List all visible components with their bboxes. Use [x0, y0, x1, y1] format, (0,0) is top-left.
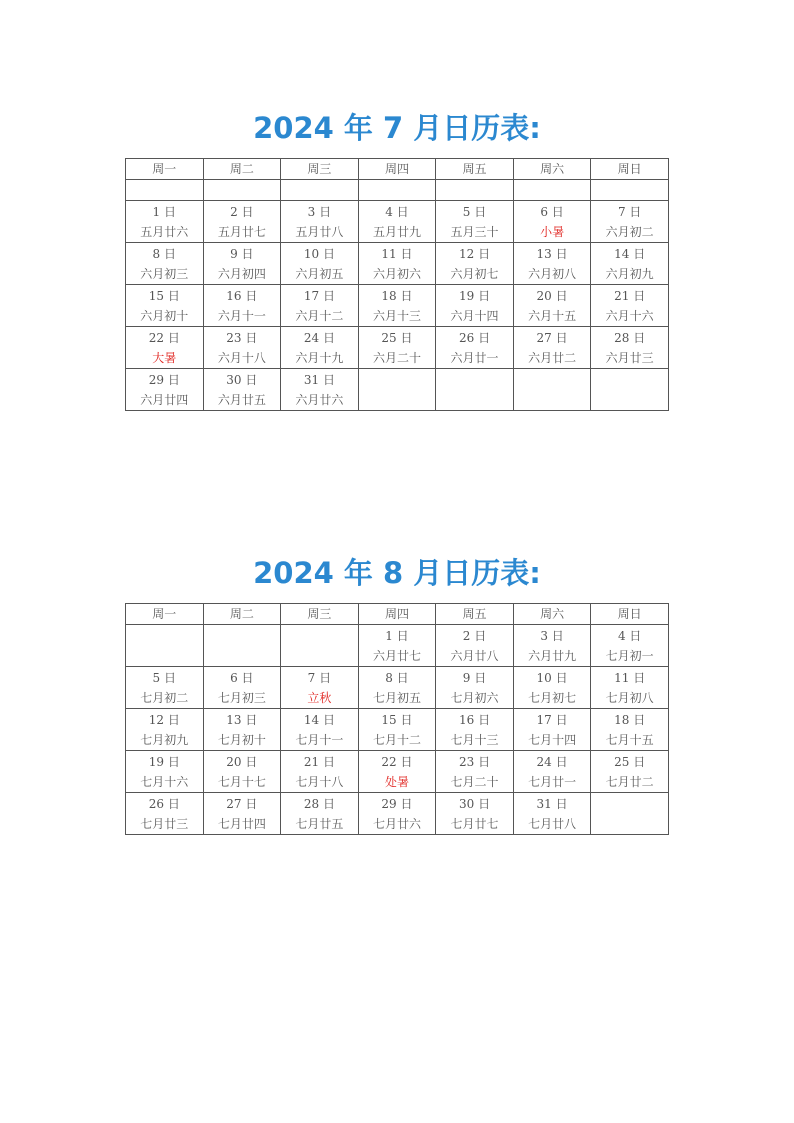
- day-number: 30 日: [226, 372, 258, 387]
- day-cell: [436, 285, 514, 327]
- lunar-date: 六月廿四: [140, 392, 189, 407]
- calendar-table: [125, 158, 669, 411]
- calendar-title: 2024 年 7 月日历表:: [253, 111, 541, 145]
- lunar-date: 七月十二: [372, 732, 421, 747]
- empty-cell: [513, 369, 591, 411]
- lunar-date: 六月初七: [450, 266, 499, 281]
- lunar-date: 六月十五: [528, 308, 577, 323]
- empty-cell: [126, 180, 204, 201]
- lunar-date: 六月十四: [450, 308, 499, 323]
- empty-cell: [281, 625, 359, 667]
- lunar-date: 七月初六: [450, 690, 499, 705]
- week-row: [126, 709, 669, 751]
- day-cell: [591, 201, 669, 243]
- weekday-header-row: [126, 159, 669, 180]
- day-number: 7 日: [617, 204, 642, 219]
- day-cell: [358, 327, 436, 369]
- day-number: 8 日: [152, 246, 176, 261]
- lunar-date: 六月廿二: [528, 350, 577, 365]
- day-number: 15 日: [381, 712, 413, 727]
- week-row: [126, 751, 669, 793]
- day-number: 22 日: [381, 754, 413, 769]
- lunar-date: 六月廿一: [450, 350, 499, 365]
- weekday-header: 周六: [513, 159, 591, 180]
- lunar-date: 六月廿三: [605, 350, 654, 365]
- lunar-date: 七月廿四: [217, 816, 266, 831]
- day-cell: [436, 709, 514, 751]
- day-number: 15 日: [148, 288, 180, 303]
- day-cell: [203, 793, 281, 835]
- calendar-body: [126, 625, 669, 835]
- day-cell: [513, 327, 591, 369]
- lunar-date: 六月初八: [528, 266, 577, 281]
- lunar-date: 七月十六: [140, 774, 189, 789]
- day-cell: [126, 667, 204, 709]
- lunar-date: 六月初三: [140, 266, 189, 281]
- day-number: 16 日: [458, 712, 491, 727]
- day-cell: [436, 625, 514, 667]
- day-number: 27 日: [536, 330, 568, 345]
- day-cell: [126, 201, 204, 243]
- day-cell: [203, 327, 281, 369]
- calendar-table: [125, 603, 669, 835]
- day-number: 9 日: [462, 670, 487, 685]
- day-cell: [281, 327, 359, 369]
- empty-cell: [436, 369, 514, 411]
- weekday-header: 周日: [591, 604, 669, 625]
- calendar-body: [126, 180, 669, 411]
- lunar-date: 七月廿五: [295, 816, 344, 831]
- day-cell: [591, 327, 669, 369]
- day-cell: [358, 243, 436, 285]
- lunar-date: 七月十一: [295, 732, 344, 747]
- lunar-date: 六月廿五: [217, 392, 266, 407]
- week-row: [126, 667, 669, 709]
- lunar-date: 七月初七: [528, 690, 577, 705]
- day-number: 22 日: [148, 330, 180, 345]
- day-number: 4 日: [385, 204, 409, 219]
- week-row: [126, 243, 669, 285]
- lunar-date: 七月初一: [605, 648, 654, 663]
- day-number: 26 日: [458, 330, 491, 345]
- solar-term-label: 小暑: [540, 224, 565, 239]
- solar-term-label: 大暑: [152, 350, 177, 365]
- day-cell: [591, 751, 669, 793]
- solar-term-label: 处暑: [384, 774, 409, 789]
- lunar-date: 七月二十: [450, 774, 499, 789]
- lunar-date: 六月初五: [295, 266, 344, 281]
- day-number: 11 日: [614, 670, 646, 685]
- lunar-date: 七月初八: [605, 690, 654, 705]
- day-number: 26 日: [148, 796, 180, 811]
- weekday-header: 周二: [203, 159, 281, 180]
- day-number: 19 日: [148, 754, 180, 769]
- day-number: 12 日: [148, 712, 180, 727]
- weekday-header-row: [126, 604, 669, 625]
- day-number: 30 日: [458, 796, 491, 811]
- day-number: 29 日: [148, 372, 180, 387]
- day-cell: [436, 243, 514, 285]
- day-cell: [358, 201, 436, 243]
- day-cell: [203, 369, 281, 411]
- empty-cell: [358, 180, 436, 201]
- day-cell: [126, 793, 204, 835]
- week-row: [126, 793, 669, 835]
- day-number: 20 日: [226, 754, 258, 769]
- day-number: 14 日: [303, 712, 335, 727]
- lunar-date: 七月廿一: [528, 774, 577, 789]
- day-cell: [436, 793, 514, 835]
- day-number: 6 日: [230, 670, 254, 685]
- day-cell: [513, 793, 591, 835]
- day-cell: [203, 667, 281, 709]
- empty-cell: [436, 180, 514, 201]
- lunar-date: 六月廿八: [450, 648, 499, 663]
- day-number: 31 日: [303, 372, 335, 387]
- day-cell: [436, 667, 514, 709]
- lunar-date: 七月廿七: [450, 816, 499, 831]
- day-number: 21 日: [303, 754, 335, 769]
- lunar-date: 五月三十: [450, 224, 499, 239]
- day-number: 17 日: [303, 288, 335, 303]
- empty-cell: [591, 180, 669, 201]
- day-number: 27 日: [226, 796, 258, 811]
- day-number: 6 日: [540, 204, 564, 219]
- day-cell: [281, 793, 359, 835]
- lunar-date: 六月十三: [372, 308, 421, 323]
- lunar-date: 六月初九: [605, 266, 654, 281]
- day-cell: [126, 243, 204, 285]
- day-cell: [281, 667, 359, 709]
- day-number: 2 日: [462, 628, 487, 643]
- day-cell: [591, 285, 669, 327]
- lunar-date: 七月廿六: [372, 816, 421, 831]
- day-number: 1 日: [385, 628, 409, 643]
- day-number: 16 日: [226, 288, 258, 303]
- day-cell: [281, 751, 359, 793]
- day-number: 14 日: [614, 246, 646, 261]
- weekday-header: 周三: [281, 604, 359, 625]
- week-row: [126, 201, 669, 243]
- empty-cell: [591, 793, 669, 835]
- calendar-title: 2024 年 8 月日历表:: [253, 556, 541, 590]
- day-number: 23 日: [226, 330, 258, 345]
- empty-cell: [591, 369, 669, 411]
- weekday-header: 周三: [281, 159, 359, 180]
- day-cell: [203, 285, 281, 327]
- day-cell: [513, 243, 591, 285]
- lunar-date: 六月十二: [295, 308, 344, 323]
- day-cell: [591, 709, 669, 751]
- day-cell: [358, 751, 436, 793]
- day-number: 3 日: [540, 628, 564, 643]
- day-number: 17 日: [536, 712, 568, 727]
- lunar-date: 六月十九: [295, 350, 344, 365]
- day-number: 13 日: [536, 246, 568, 261]
- day-cell: [436, 751, 514, 793]
- week-row: [126, 625, 669, 667]
- lunar-date: 七月十四: [528, 732, 577, 747]
- day-number: 9 日: [230, 246, 254, 261]
- day-number: 21 日: [614, 288, 646, 303]
- day-cell: [513, 201, 591, 243]
- day-cell: [513, 285, 591, 327]
- day-number: 10 日: [536, 670, 568, 685]
- empty-cell: [203, 625, 281, 667]
- day-cell: [436, 201, 514, 243]
- day-cell: [513, 751, 591, 793]
- weekday-header: 周一: [126, 159, 204, 180]
- week-row: [126, 369, 669, 411]
- day-number: 20 日: [536, 288, 568, 303]
- day-number: 29 日: [381, 796, 413, 811]
- lunar-date: 六月十一: [217, 308, 266, 323]
- day-cell: [591, 625, 669, 667]
- day-number: 23 日: [458, 754, 491, 769]
- day-cell: [591, 243, 669, 285]
- lunar-date: 六月廿六: [295, 392, 344, 407]
- lunar-date: 七月十五: [605, 732, 654, 747]
- day-cell: [203, 243, 281, 285]
- day-number: 10 日: [303, 246, 335, 261]
- day-number: 4 日: [617, 628, 642, 643]
- weekday-header: 周四: [358, 159, 436, 180]
- day-cell: [126, 285, 204, 327]
- lunar-date: 七月廿八: [528, 816, 577, 831]
- lunar-date: 七月十八: [295, 774, 344, 789]
- day-cell: [203, 709, 281, 751]
- day-cell: [358, 667, 436, 709]
- day-number: 8 日: [385, 670, 409, 685]
- day-cell: [203, 201, 281, 243]
- day-number: 12 日: [458, 246, 491, 261]
- lunar-date: 七月十七: [217, 774, 266, 789]
- day-cell: [513, 667, 591, 709]
- lunar-date: 五月廿七: [217, 224, 266, 239]
- calendar-august: [125, 553, 669, 835]
- lunar-date: 六月十八: [217, 350, 266, 365]
- day-number: 24 日: [536, 754, 568, 769]
- day-number: 28 日: [614, 330, 646, 345]
- lunar-date: 六月初二: [605, 224, 654, 239]
- day-number: 11 日: [381, 246, 413, 261]
- lunar-date: 七月初二: [140, 690, 189, 705]
- empty-cell: [358, 369, 436, 411]
- calendar-july: [125, 108, 669, 411]
- lunar-date: 七月十三: [450, 732, 499, 747]
- week-row: [126, 327, 669, 369]
- day-cell: [281, 369, 359, 411]
- lunar-date: 七月初九: [140, 732, 189, 747]
- weekday-header: 周日: [591, 159, 669, 180]
- day-cell: [203, 751, 281, 793]
- lunar-date: 七月初三: [217, 690, 266, 705]
- day-number: 31 日: [536, 796, 568, 811]
- weekday-header: 周五: [436, 604, 514, 625]
- lunar-date: 六月初十: [140, 308, 189, 323]
- day-number: 2 日: [230, 204, 254, 219]
- day-number: 13 日: [226, 712, 258, 727]
- day-cell: [281, 285, 359, 327]
- day-number: 19 日: [458, 288, 491, 303]
- day-number: 3 日: [307, 204, 332, 219]
- day-cell: [281, 243, 359, 285]
- empty-cell: [513, 180, 591, 201]
- day-number: 28 日: [303, 796, 335, 811]
- lunar-date: 六月二十: [372, 350, 421, 365]
- lunar-date: 五月廿九: [372, 224, 421, 239]
- day-cell: [513, 709, 591, 751]
- lunar-date: 六月十六: [605, 308, 654, 323]
- day-number: 7 日: [307, 670, 332, 685]
- day-number: 25 日: [614, 754, 646, 769]
- lunar-date: 七月廿三: [140, 816, 189, 831]
- lunar-date: 六月初六: [372, 266, 421, 281]
- lunar-date: 六月廿九: [528, 648, 577, 663]
- weekday-header: 周二: [203, 604, 281, 625]
- day-cell: [358, 793, 436, 835]
- day-cell: [126, 751, 204, 793]
- day-cell: [126, 709, 204, 751]
- day-cell: [513, 625, 591, 667]
- day-cell: [281, 709, 359, 751]
- day-number: 18 日: [381, 288, 413, 303]
- lunar-date: 七月初五: [372, 690, 421, 705]
- solar-term-label: 立秋: [307, 690, 332, 705]
- day-number: 5 日: [462, 204, 487, 219]
- empty-cell: [203, 180, 281, 201]
- day-number: 5 日: [152, 670, 176, 685]
- lunar-date: 七月廿二: [605, 774, 654, 789]
- week-row: [126, 285, 669, 327]
- weekday-header: 周六: [513, 604, 591, 625]
- day-cell: [358, 625, 436, 667]
- day-number: 1 日: [152, 204, 176, 219]
- empty-cell: [126, 625, 204, 667]
- day-cell: [358, 285, 436, 327]
- empty-cell: [281, 180, 359, 201]
- lunar-date: 五月廿八: [295, 224, 344, 239]
- day-number: 24 日: [303, 330, 335, 345]
- lunar-date: 六月初四: [217, 266, 266, 281]
- day-cell: [436, 327, 514, 369]
- day-cell: [126, 327, 204, 369]
- weekday-header: 周一: [126, 604, 204, 625]
- weekday-header: 周四: [358, 604, 436, 625]
- day-cell: [126, 369, 204, 411]
- day-cell: [358, 709, 436, 751]
- day-number: 25 日: [381, 330, 413, 345]
- week-row: [126, 180, 669, 201]
- lunar-date: 六月廿七: [372, 648, 421, 663]
- lunar-date: 五月廿六: [140, 224, 189, 239]
- day-cell: [591, 667, 669, 709]
- day-number: 18 日: [614, 712, 646, 727]
- weekday-header: 周五: [436, 159, 514, 180]
- lunar-date: 七月初十: [217, 732, 266, 747]
- day-cell: [281, 201, 359, 243]
